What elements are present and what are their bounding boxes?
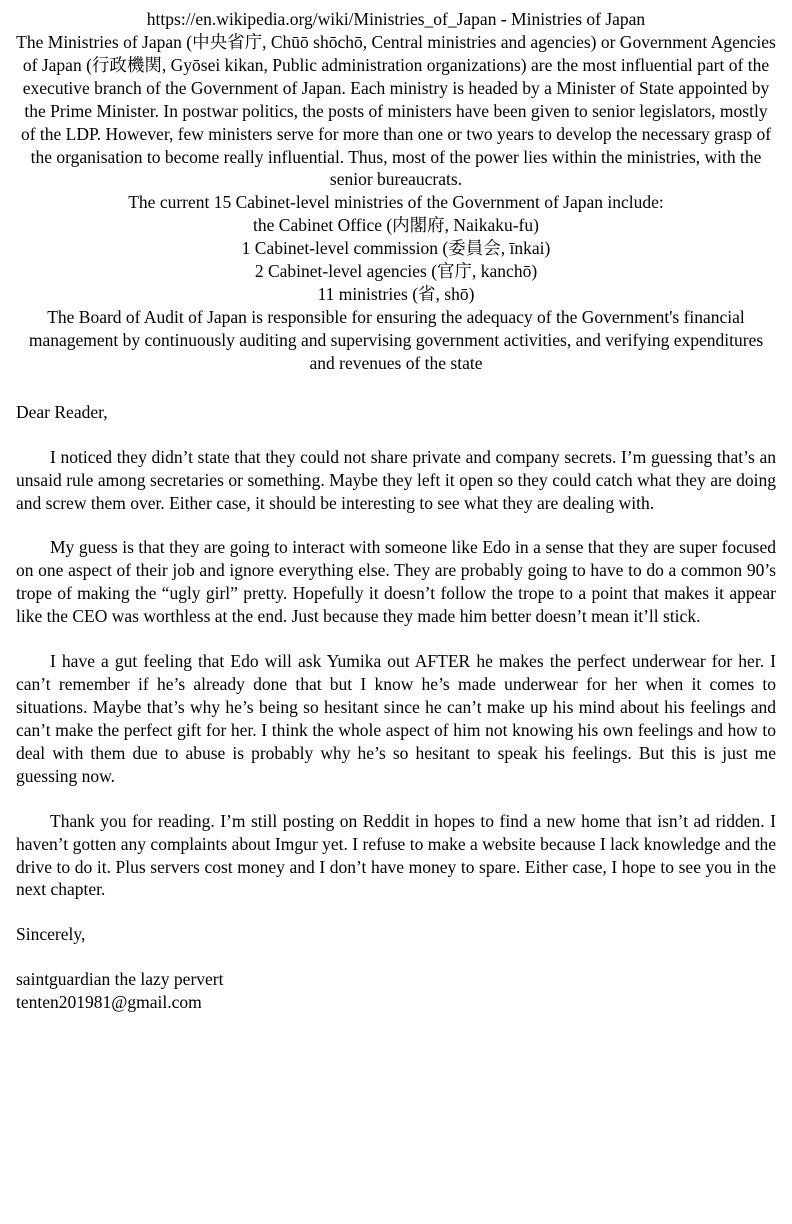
list-item: 1 Cabinet-level commission (委員会, īnkai) xyxy=(241,238,551,259)
letter-paragraph: I noticed they didn’t state that they could not share private and company secrets. I’m guessing that’s an unsaid rule among secretaries or something. Maybe they left it open so they could catch what they are doing and screw them over. Either case, it should be interesting to see what they are dealing with. xyxy=(16,446,776,513)
signature-name: saintguardian the lazy pervert xyxy=(16,969,224,990)
letter-paragraph: My guess is that they are going to interact with someone like Edo in a sense that they are super focused on one aspect of their job and ignore everything else. They are probably going to have to do a common 90’s trope of making the “ugly girl” pretty. Hopefully it doesn’t follow the trope to a point that makes it appear like the CEO was worthless at the end. Just because they made him better doesn’t mean it’ll stick. xyxy=(16,537,776,627)
list-lead-text: The current 15 Cabinet-level ministries of the Government of Japan include: xyxy=(128,192,664,213)
spacer xyxy=(16,514,776,536)
spacer xyxy=(16,628,776,650)
list-item: 2 Cabinet-level agencies (官庁, kanchō) xyxy=(254,261,538,282)
spacer xyxy=(16,946,776,968)
letter-signoff: Sincerely, xyxy=(16,924,86,945)
header-section xyxy=(16,8,776,375)
letter-section xyxy=(16,401,776,1014)
closing-paragraph: The Board of Audit of Japan is responsible for ensuring the adequacy of the Government's financial management by continuously auditing and supervising government activities, and verifying expenditures and revenues of the state xyxy=(28,306,764,373)
intro-paragraph: The Ministries of Japan (中央省庁, Chūō shōchō, Central ministries and agencies) or Government Agencies of Japan (行政機関, Gyōsei kikan, Public administration organizations) are the most influential part of the executive branch of the Government of Japan. Each ministry is headed by a Minister of State appointed by the Prime Minister. In postwar politics, the posts of ministers have been given to senior legislators, mostly of the LDP. However, few ministers serve for more than one or two years to develop the necessary grasp of the organisation to become really influential. Thus, most of the power lies within the ministries, with the senior bureaucrats. xyxy=(16,31,776,190)
letter-paragraph: I have a gut feeling that Edo will ask Yumika out AFTER he makes the perfect underwear for her. I can’t remember if he’s already done that but I know he’s made underwear for her when it comes to situations. Maybe that’s why he’s being so hesitant since he can’t make up his mind about his feelings and can’t make the perfect gift for her. I think the whole aspect of him not knowing his own feelings and how to deal with them due to abuse is probably why he’s so hesitant to speak his feelings. But this is just me guessing now. xyxy=(16,651,776,786)
letter-paragraph: Thank you for reading. I’m still posting on Reddit in hopes to find a new home that isn’t ad ridden. I haven’t gotten any complaints about Imgur yet. I refuse to make a website because I lack knowledge and the drive to do it. Plus servers cost money and I don’t have money to spare. Either case, I hope to see you in the next chapter. xyxy=(16,810,776,900)
spacer xyxy=(16,788,776,810)
letter-salutation: Dear Reader, xyxy=(16,401,108,422)
signature-email: tenten201981@gmail.com xyxy=(16,992,202,1013)
page-header xyxy=(16,8,776,31)
spacer xyxy=(16,424,776,446)
page-title: Ministries of Japan xyxy=(511,9,646,29)
list-item: the Cabinet Office (内閣府, Naikaku-fu) xyxy=(253,215,539,236)
source-url: https://en.wikipedia.org/wiki/Ministries_of_Japan xyxy=(146,9,497,29)
spacer xyxy=(16,901,776,923)
list-item: 11 ministries (省, shō) xyxy=(317,284,475,305)
header-separator: - xyxy=(500,9,507,29)
